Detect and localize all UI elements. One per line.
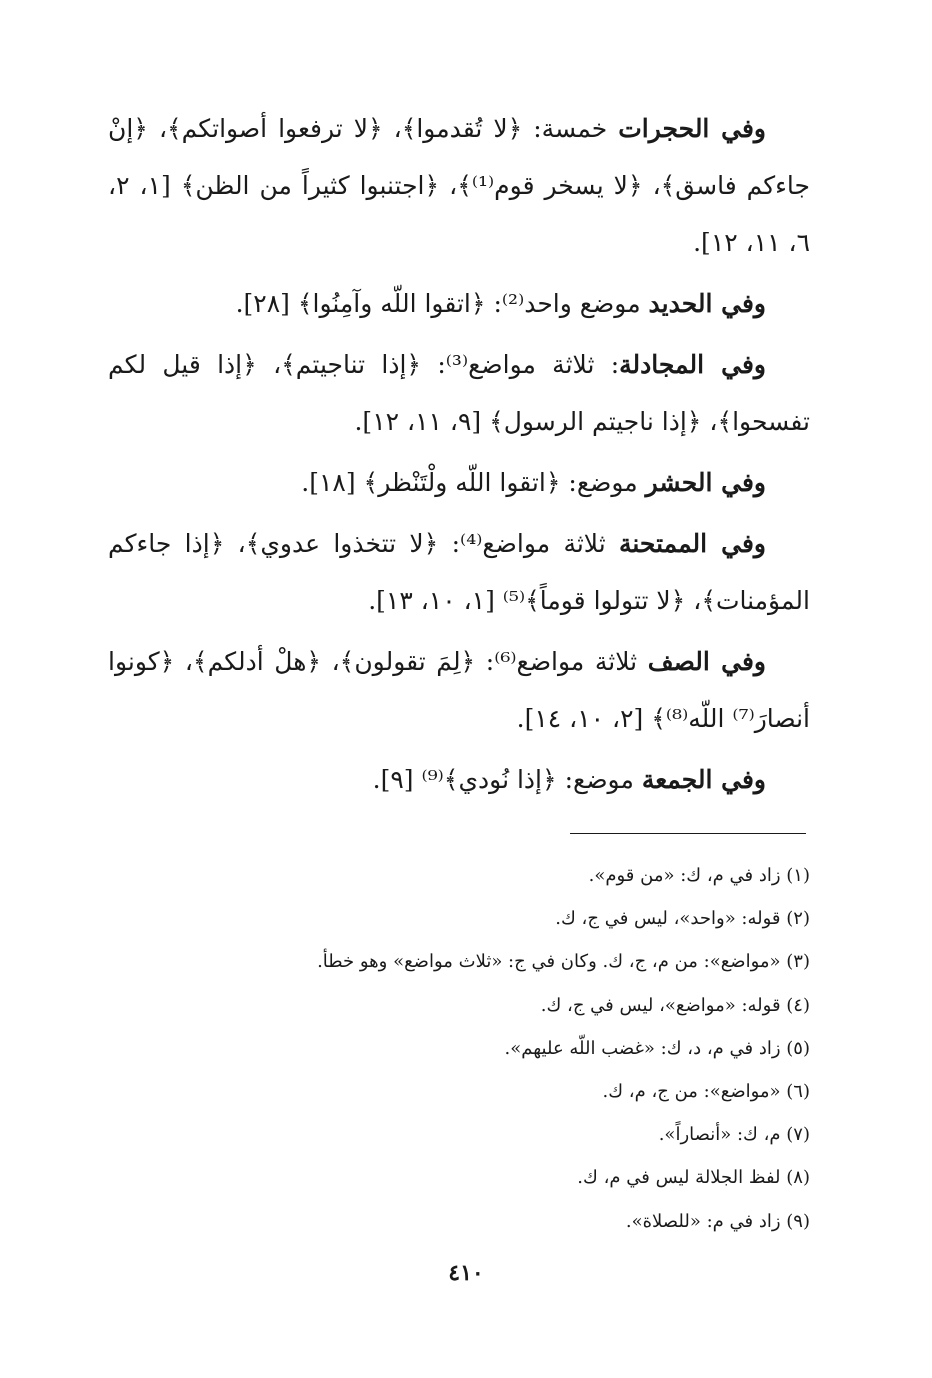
paragraph-text: موضع: ﴿إذا نُودي﴾⁽⁹⁾ [٩]. — [372, 765, 642, 794]
footnote-separator — [570, 833, 806, 834]
surah-heading: وفي الممتحنة — [618, 529, 766, 558]
surah-heading: وفي الصف — [647, 647, 766, 676]
main-text — [108, 100, 810, 808]
surah-heading: وفي الجمعة — [641, 765, 766, 794]
surah-heading: وفي الحجرات — [618, 114, 766, 143]
paragraph-hashr — [108, 454, 810, 511]
footnote-item: (٦) «مواضع»: من ج، م، ك. — [602, 1081, 810, 1103]
footnote-item: (٤) قوله: «مواضع»، ليس في ج، ك. — [540, 994, 810, 1016]
footnote-item: (٣) «مواضع»: من م، ج، ك. وكان في ج: «ثلاث مواضع» وهو خطأ. — [317, 951, 810, 973]
paragraph-text: موضع: ﴿اتقوا اللّه ولْتَنْظر﴾ [١٨]. — [301, 468, 646, 497]
paragraph-text: موضع واحد⁽²⁾: ﴿اتقوا اللّه وآمِنُوا﴾ [٢٨]. — [235, 289, 649, 318]
paragraph-text: ثلاثة مواضع⁽⁶⁾: ﴿لِمَ تقولون﴾، ﴿هلْ أدلكم﴾، ﴿كونوا أنصارَ⁽⁷⁾ اللّه⁽⁸⁾﴾ [٢، ١٠، ١٤]. — [108, 647, 810, 733]
footnote-item: (١) زاد في م، ك: «من قوم». — [588, 865, 810, 886]
surah-heading: وفي الحديد — [648, 289, 766, 318]
footnotes — [108, 854, 810, 1243]
footnote-item: (٧) م، ك: «أنصاراً». — [658, 1124, 810, 1146]
surah-heading: وفي الحشر — [645, 468, 766, 497]
paragraph-jumua — [108, 751, 810, 808]
footnote-item: (٩) زاد في م: «للصلاة». — [625, 1210, 810, 1232]
paragraph-text: ثلاثة مواضع⁽⁴⁾: ﴿لا تتخذوا عدوي﴾، ﴿إذا جاءكم المؤمنات﴾، ﴿لا تتولوا قوماً﴾⁽⁵⁾ [١، ١٠، ١٣]. — [108, 529, 810, 615]
paragraph-saff — [108, 633, 810, 747]
paragraph-mujadila — [108, 336, 810, 450]
footnote-item: (٢) قوله: «واحد»، ليس في ج، ك. — [555, 908, 810, 930]
page-number: ٤١٠ — [448, 1260, 484, 1286]
paragraph-hadid — [108, 275, 810, 332]
paragraph-hujurat — [108, 100, 810, 271]
paragraph-text: خمسة: ﴿لا تُقدموا﴾، ﴿لا ترفعوا أصواتكم﴾، ﴿إنْ جاءكم فاسق﴾، ﴿لا يسخر قوم⁽¹⁾﴾، ﴿اجتنبوا كثيراً من الظن﴾ [١، ٢، ٦، ١١، ١٢]. — [108, 114, 810, 257]
surah-heading: وفي المجادلة — [619, 350, 766, 379]
paragraph-mumtahana — [108, 515, 810, 629]
footnote-item: (٥) زاد في م، د، ك: «غضب اللّه عليهم». — [504, 1037, 810, 1059]
paragraph-text: : ثلاثة مواضع⁽³⁾: ﴿إذا تناجيتم﴾، ﴿إذا قيل لكم تفسحوا﴾، ﴿إذا ناجيتم الرسول﴾ [٩، ١١، ١٢]. — [108, 350, 810, 436]
footnote-item: (٨) لفظ الجلالة ليس في م، ك. — [577, 1167, 810, 1189]
